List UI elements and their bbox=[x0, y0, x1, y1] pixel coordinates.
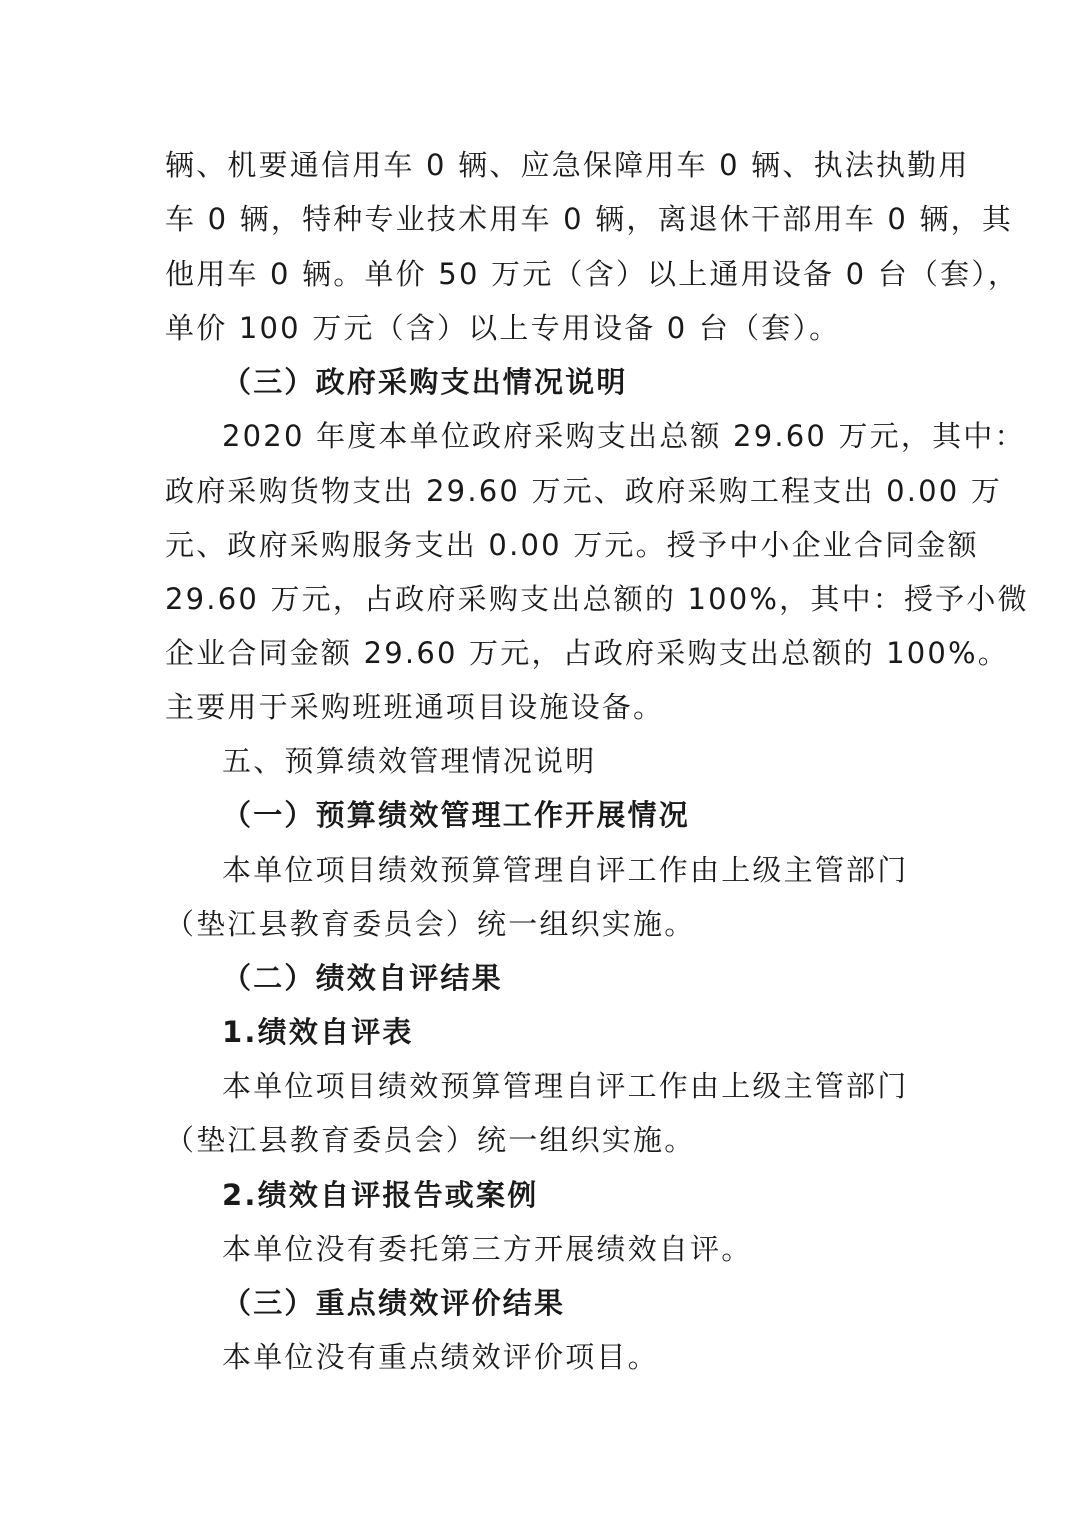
body-text-line: 政府采购货物支出 29.60 万元、政府采购工程支出 0.00 万 bbox=[165, 474, 1003, 508]
body-text-line: 主要用于采购班班通项目设施设备。 bbox=[165, 690, 665, 724]
body-text-line: 单价 100 万元（含）以上专用设备 0 台（套）。 bbox=[165, 311, 841, 345]
subsection-heading: （一）预算绩效管理工作开展情况 bbox=[222, 798, 691, 832]
body-text-line: 本单位项目绩效预算管理自评工作由上级主管部门 bbox=[222, 853, 909, 887]
item-heading: 2.绩效自评报告或案例 bbox=[222, 1178, 539, 1212]
body-text-line: 辆、机要通信用车 0 辆、应急保障用车 0 辆、执法执勤用 bbox=[165, 148, 970, 182]
body-text-line: 他用车 0 辆。单价 50 万元（含）以上通用设备 0 台（套）， bbox=[165, 257, 1020, 291]
body-text-line: 元、政府采购服务支出 0.00 万元。授予中小企业合同金额 bbox=[165, 528, 979, 562]
body-text-line: 29.60 万元，占政府采购支出总额的 100%，其中：授予小微 bbox=[165, 582, 1029, 616]
section-heading: 五、预算绩效管理情况说明 bbox=[222, 744, 597, 778]
body-text-line: 企业合同金额 29.60 万元，占政府采购支出总额的 100%。 bbox=[165, 636, 1009, 670]
subsection-heading: （三）重点绩效评价结果 bbox=[222, 1286, 566, 1320]
body-text-line: 2020 年度本单位政府采购支出总额 29.60 万元，其中： bbox=[222, 419, 1026, 453]
body-text-line: 车 0 辆，特种专业技术用车 0 辆，离退休干部用车 0 辆，其 bbox=[165, 202, 1014, 236]
body-text-line: 本单位没有重点绩效评价项目。 bbox=[222, 1340, 659, 1374]
body-text-line: （垫江县教育委员会）统一组织实施。 bbox=[165, 907, 696, 941]
body-text-line: 本单位项目绩效预算管理自评工作由上级主管部门 bbox=[222, 1069, 909, 1103]
body-text-line: （垫江县教育委员会）统一组织实施。 bbox=[165, 1123, 696, 1157]
subsection-heading: （二）绩效自评结果 bbox=[222, 961, 503, 995]
subsection-heading: （三）政府采购支出情况说明 bbox=[222, 365, 628, 399]
item-heading: 1.绩效自评表 bbox=[222, 1015, 414, 1049]
body-text-line: 本单位没有委托第三方开展绩效自评。 bbox=[222, 1232, 753, 1266]
